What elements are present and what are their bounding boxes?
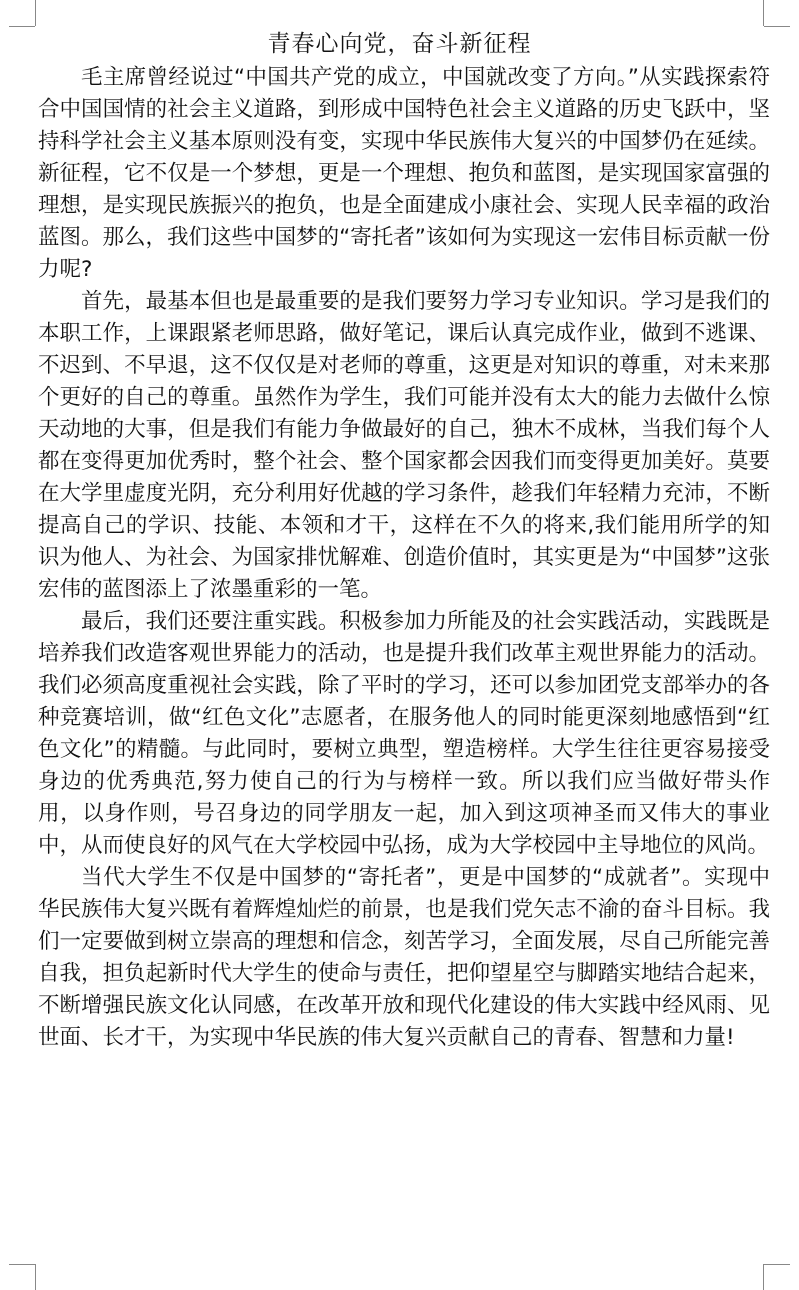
crop-mark-bottom-left-vertical xyxy=(35,1264,36,1290)
crop-mark-top-right-horizontal xyxy=(764,26,790,27)
document-body xyxy=(38,62,770,1054)
document-title: 青春心向党，奋斗新征程 xyxy=(267,31,532,57)
crop-mark-top-left-vertical xyxy=(35,0,36,26)
crop-mark-top-right-vertical xyxy=(763,0,764,26)
paragraph-intro: 毛主席曾经说过“中国共产党的成立，中国就改变了方向。”从实践探索符合中国国情的社会主义道路，到形成中国特色社会主义道路的历史飞跃中，坚持科学社会主义基本原则没有变，实现中华民族伟大复兴的中国梦仍在延续。新征程，它不仅是一个梦想，更是一个理想、抱负和蓝图，是实现国家富强的理想，是实现民族振兴的抱负，也是全面建成小康社会、实现人民幸福的政治蓝图。那么，我们这些中国梦的“寄托者”该如何为实现这一宏伟目标贡献一份力呢? xyxy=(38,65,770,282)
paragraph-practice: 最后，我们还要注重实践。积极参加力所能及的社会实践活动，实践既是培养我们改造客观世界能力的活动，也是提升我们改革主观世界能力的活动。我们必须高度重视社会实践，除了平时的学习，还可以参加团党支部举办的各种竞赛培训，做“红色文化”志愿者，在服务他人的同时能更深刻地感悟到“红色文化”的精髓。与此同时，要树立典型，塑造榜样。大学生往往更容易接受身边的优秀典范,努力使自己的行为与榜样一致。所以我们应当做好带头作用，以身作则，号召身边的同学朋友一起，加入到这项神圣而又伟大的事业中，从而使良好的风气在大学校园中弘扬，成为大学校园中主导地位的风尚。 xyxy=(38,609,770,858)
crop-mark-bottom-right-horizontal xyxy=(764,1264,790,1265)
paragraph-study: 首先，最基本但也是最重要的是我们要努力学习专业知识。学习是我们的本职工作，上课跟紧老师思路，做好笔记，课后认真完成作业，做到不逃课、不迟到、不早退，这不仅仅是对老师的尊重，这更是对知识的尊重，对未来那个更好的自己的尊重。虽然作为学生，我们可能并没有太大的能力去做什么惊天动地的大事，但是我们有能力争做最好的自己，独木不成林，当我们每个人都在变得更加优秀时，整个社会、整个国家都会因我们而变得更加美好。莫要在大学里虚度光阴，充分利用好优越的学习条件，趁我们年轻精力充沛，不断提高自己的学识、技能、本领和才干，这样在不久的将来,我们能用所学的知识为他人、为社会、为国家排忧解难、创造价值时，其实更是为“中国梦”这张宏伟的蓝图添上了浓墨重彩的一笔。 xyxy=(38,289,770,602)
crop-mark-bottom-right-vertical xyxy=(763,1264,764,1290)
paragraph-conclusion: 当代大学生不仅是中国梦的“寄托者”，更是中国梦的“成就者”。实现中华民族伟大复兴既有着辉煌灿烂的前景，也是我们党矢志不渝的奋斗目标。我们一定要做到树立崇高的理想和信念，刻苦学习，全面发展，尽自己所能完善自我，担负起新时代大学生的使命与责任，把仰望星空与脚踏实地结合起来，不断增强民族文化认同感，在改革开放和现代化建设的伟大实践中经风雨、见世面、长才干，为实现中华民族的伟大复兴贡献自己的青春、智慧和力量! xyxy=(38,865,770,1050)
crop-mark-top-left-horizontal xyxy=(9,26,35,27)
crop-mark-bottom-left-horizontal xyxy=(9,1264,35,1265)
